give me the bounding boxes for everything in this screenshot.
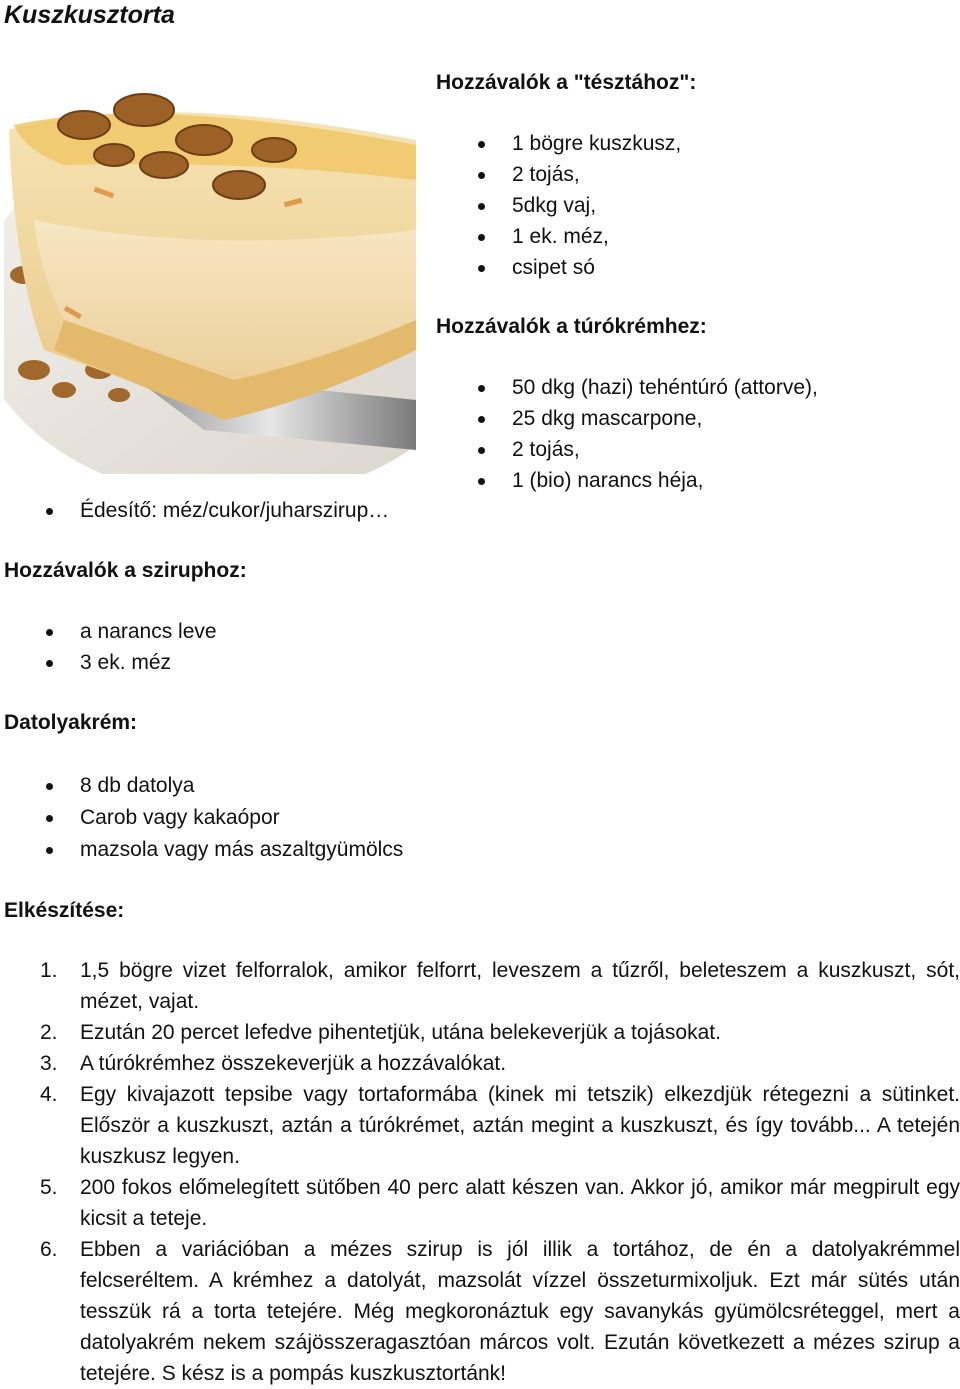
list-item: mazsola vagy más aszaltgyümölcs bbox=[4, 834, 604, 866]
step-text: 200 fokos előmelegített sütőben 40 perc alatt készen van. Akkor jó, amikor már megpirult egy kicsit a teteje. bbox=[80, 1176, 960, 1230]
list-item: csipet só bbox=[436, 252, 956, 283]
method-heading: Elkészítése: bbox=[4, 899, 125, 922]
list-item: 8 db datolya bbox=[4, 770, 604, 802]
step-text: 1,5 bögre vizet felforralok, amikor felforrt, leveszem a tűzről, beleteszem a kuszkuszt, sót, mézet, vajat. bbox=[80, 959, 960, 1013]
cream-heading: Hozzávalók a túrókrémhez: bbox=[436, 315, 707, 338]
step-item bbox=[4, 1234, 960, 1389]
step-number: 2. bbox=[40, 1021, 58, 1044]
list-item: 50 dkg (hazi) tehéntúró (attorve), bbox=[436, 372, 956, 403]
page-title: Kuszkusztorta bbox=[4, 1, 175, 29]
step-text: Ezután 20 percet lefedve pihentetjük, utána belekeverjük a tojásokat. bbox=[80, 1021, 721, 1044]
step-number: 5. bbox=[40, 1176, 58, 1199]
cake-photo bbox=[4, 70, 416, 474]
step-text: Egy kivajazott tepsibe vagy tortaformába (kinek mi tetszik) elkezdjük rétegezni a sütinket. Először a kuszkuszt, aztán a túrókrémet, aztán megint a kuszkuszt, és így tovább... A tetején kuszkusz legyen. bbox=[80, 1083, 960, 1168]
step-item bbox=[4, 1079, 960, 1172]
list-item: Édesítő: méz/cukor/juharszirup… bbox=[4, 495, 504, 526]
step-number: 3. bbox=[40, 1052, 58, 1075]
syrup-heading: Hozzávalók a sziruphoz: bbox=[4, 559, 247, 582]
step-number: 6. bbox=[40, 1238, 58, 1261]
list-item: 25 dkg mascarpone, bbox=[436, 403, 956, 434]
list-item: 2 tojás, bbox=[436, 159, 956, 190]
date-cream-list bbox=[4, 770, 604, 866]
sweetener-list bbox=[4, 495, 504, 526]
dough-heading: Hozzávalók a "tésztához": bbox=[436, 71, 697, 94]
list-item: 2 tojás, bbox=[436, 434, 956, 465]
step-item bbox=[4, 955, 960, 1017]
step-item bbox=[4, 1017, 960, 1048]
syrup-list bbox=[4, 616, 504, 678]
list-item: 3 ek. méz bbox=[4, 647, 504, 678]
step-text: Ebben a variációban a mézes szirup is jól illik a tortához, de én a datolyakrémmel felcseréltem. A krémhez a datolyát, mazsolát vízzel összeturmixoljuk. Ezt már sütés után tesszük rá a torta tetejére. Még megkoronáztuk egy savanykás gyümölcsréteggel, mert a datolyakrém nekem szájösszeragasztóan márcos volt. Ezután következett a mézes szirup a tetejére. S kész is a pompás kuszkusztortánk! bbox=[80, 1238, 960, 1385]
list-item: 1 (bio) narancs héja, bbox=[436, 465, 956, 496]
cream-list bbox=[436, 372, 956, 496]
step-number: 4. bbox=[40, 1083, 58, 1106]
method-steps bbox=[4, 955, 960, 1389]
step-number: 1. bbox=[40, 959, 58, 982]
step-item bbox=[4, 1048, 960, 1079]
dough-list bbox=[436, 128, 956, 283]
list-item: a narancs leve bbox=[4, 616, 504, 647]
list-item: 5dkg vaj, bbox=[436, 190, 956, 221]
step-item bbox=[4, 1172, 960, 1234]
list-item: 1 ek. méz, bbox=[436, 221, 956, 252]
list-item: Carob vagy kakaópor bbox=[4, 802, 604, 834]
step-text: A túrókrémhez összekeverjük a hozzávalókat. bbox=[80, 1052, 507, 1075]
list-item: 1 bögre kuszkusz, bbox=[436, 128, 956, 159]
date-cream-heading: Datolyakrém: bbox=[4, 711, 138, 734]
